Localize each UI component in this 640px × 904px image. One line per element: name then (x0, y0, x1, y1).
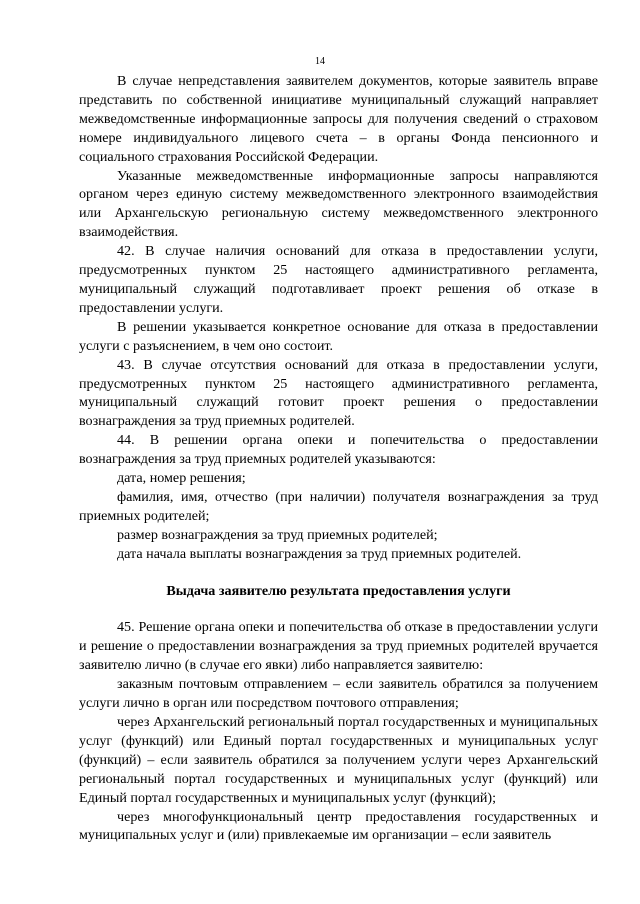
paragraph-request-channels: Указанные межведомственные информационные запросы направляются органом через единую систему межведомственного электронного взаимодействия или Архангельскую региональную систему межведомственного электронного взаимодействия. (79, 167, 598, 241)
paragraph-refusal-reason: В решении указывается конкретное основание для отказа в предоставлении услуги с разъяснением, в чем оно состоит. (79, 318, 598, 354)
paragraph-44: 44. В решении органа опеки и попечительства о предоставлении вознаграждения за труд приемных родителей указываются: (79, 432, 598, 468)
paragraph-42: 42. В случае наличия оснований для отказа в предоставлении услуги, предусмотренных пунктом 25 настоящего административного регламента, муниципальный служащий подготавливает проект решения об отказе в предоставлении услуги. (79, 243, 598, 316)
delivery-option-mfc: через многофункциональный центр предоставления государственных и муниципальных услуг и (или) привлекаемые им организации – если заявитель (79, 808, 598, 844)
document-body (79, 72, 598, 845)
delivery-option-mail: заказным почтовым отправлением – если заявитель обратился за получением услуги лично в орган или посредством почтового отправления; (79, 676, 598, 712)
paragraph-45: 45. Решение органа опеки и попечительства об отказе в предоставлении услуги и решение о предоставлении вознаграждения за труд приемных родителей вручается заявителю лично (в случае его явки) либо направляется заявителю: (79, 619, 598, 674)
paragraph-request-info: В случае непредставления заявителем документов, которые заявитель вправе представить по собственной инициативе муниципальный служащий направляет межведомственные информационные запросы для получения сведений о страховом номере индивидуального лицевого счета – в органы Фонда пенсионного и социального страхования Российской Федерации. (79, 73, 598, 165)
page-number: 14 (315, 56, 325, 67)
list-item-date-number: дата, номер решения; (117, 470, 246, 487)
delivery-option-portal: через Архангельский региональный портал государственных и муниципальных услуг (функций) или Единый портал государственных и муниципальных услуг (функций) – если заявитель обратился за получением услуги через Архангельский региональный портал государственных и муниципальных услуг (функций) или Единый портал государственных и муниципальных услуг (функций); (79, 714, 598, 806)
section-heading: Выдача заявителю результата предоставления услуги (166, 582, 511, 599)
list-item-amount: размер вознаграждения за труд приемных родителей; (117, 526, 438, 543)
list-item-recipient-name: фамилия, имя, отчество (при наличии) получателя вознаграждения за труд приемных родителей; (79, 488, 598, 524)
paragraph-43: 43. В случае отсутствия оснований для отказа в предоставлении услуги, предусмотренных пунктом 25 настоящего административного регламента, муниципальный служащий готовит проект решения о предоставлении вознаграждения за труд приемных родителей. (79, 356, 598, 430)
list-item-start-date: дата начала выплаты вознаграждения за труд приемных родителей. (117, 545, 522, 562)
